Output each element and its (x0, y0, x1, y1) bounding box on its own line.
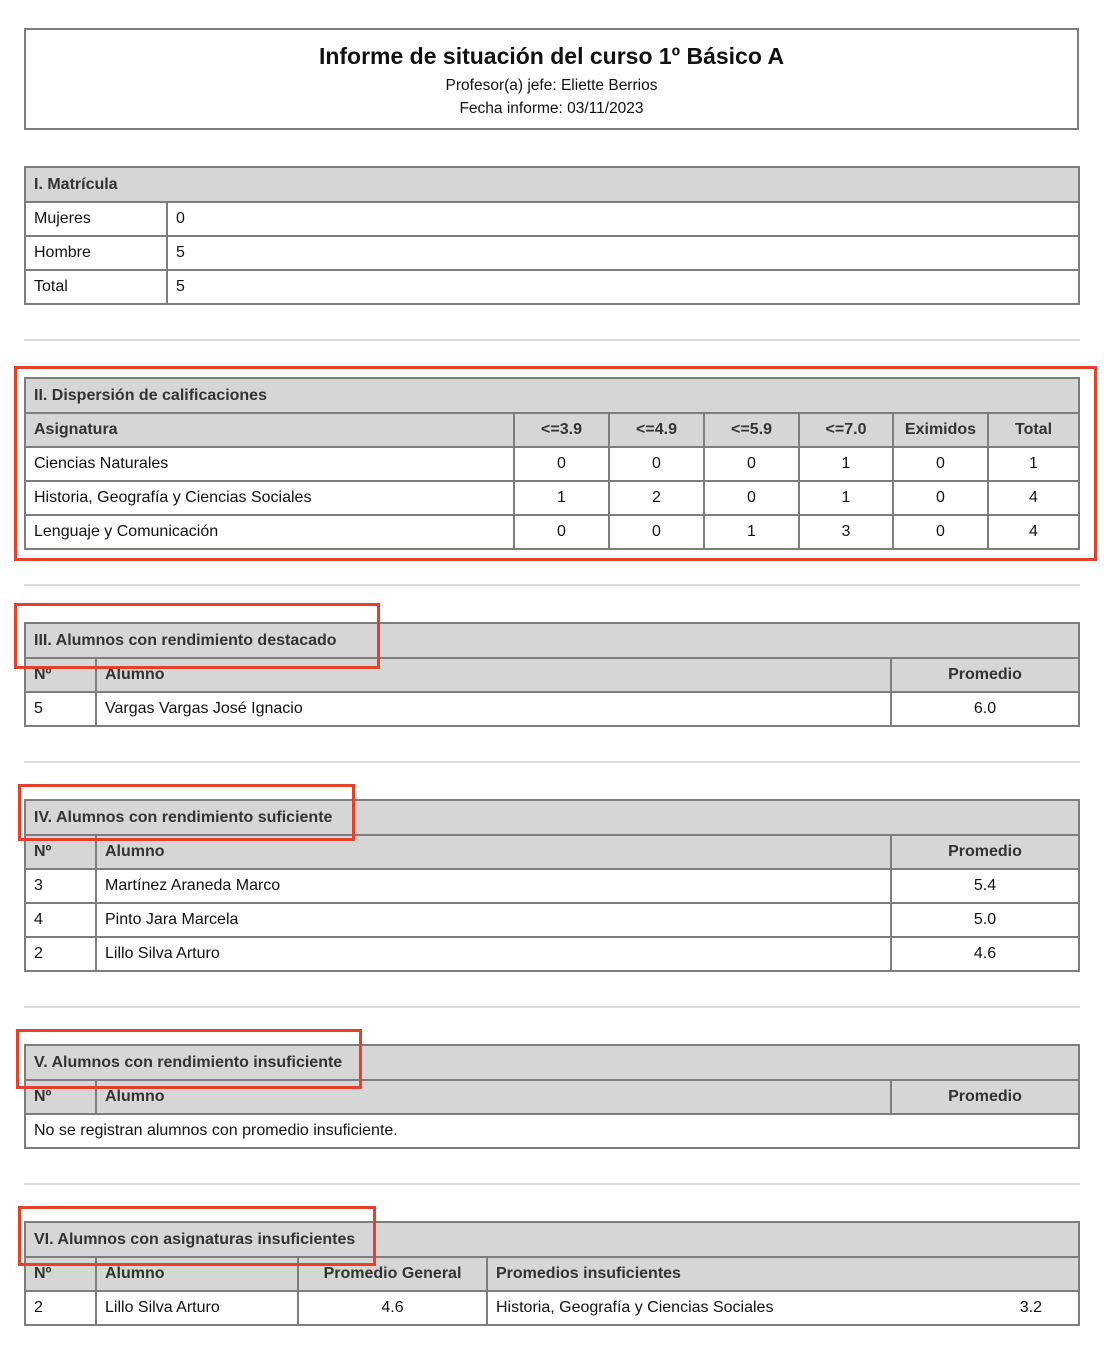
table-row (25, 1114, 1079, 1148)
cell: 5.4 (891, 869, 1079, 903)
report-date: Fecha informe: 03/11/2023 (459, 100, 644, 117)
highlight-box-destacado (14, 603, 380, 669)
cell: Pinto Jara Marcela (96, 903, 891, 937)
col-header: Promedio (891, 835, 1079, 869)
cell: 2 (609, 481, 704, 515)
cell: Lillo Silva Arturo (96, 1291, 298, 1325)
cell: 1 (514, 481, 609, 515)
table-row (25, 236, 1079, 270)
dispersion-section-title: II. Dispersión de calificaciones (25, 378, 1079, 413)
col-header: Alumno (96, 1257, 298, 1291)
cell: 4 (988, 481, 1079, 515)
matricula-label: Total (25, 270, 167, 304)
table-row (25, 692, 1079, 726)
cell: 5.0 (891, 903, 1079, 937)
col-header: <=7.0 (799, 413, 893, 447)
asignaturas-section-title: VI. Alumnos con asignaturas insuficientes (25, 1222, 1079, 1257)
cell: 0 (514, 515, 609, 549)
cell: Lillo Silva Arturo (96, 937, 891, 971)
col-header: Total (988, 413, 1079, 447)
cell: 1 (704, 515, 799, 549)
col-header: Alumno (96, 658, 891, 692)
table-row (25, 937, 1079, 971)
cell: 0 (704, 481, 799, 515)
cell: Vargas Vargas José Ignacio (96, 692, 891, 726)
matricula-value: 5 (167, 270, 1079, 304)
matricula-value: 5 (167, 236, 1079, 270)
report-title: Informe de situación del curso 1º Básico A (318, 43, 785, 69)
cell: 0 (893, 515, 988, 549)
cell: 0 (514, 447, 609, 481)
cell (487, 1291, 1079, 1325)
matricula-table (24, 166, 1080, 305)
suficiente-section-title: IV. Alumnos con rendimiento suficiente (25, 800, 1079, 835)
col-header: Nº (25, 1080, 96, 1114)
highlight-box-suficiente (18, 784, 355, 841)
cell: Historia, Geografía y Ciencias Sociales (25, 481, 514, 515)
subject-grade: 3.2 (1019, 1299, 1042, 1316)
cell: 4.6 (298, 1291, 487, 1325)
cell: 6.0 (891, 692, 1079, 726)
table-row (25, 1291, 1079, 1325)
cell: 1 (799, 447, 893, 481)
col-header: Asignatura (25, 413, 514, 447)
highlight-box-insuficiente (16, 1029, 362, 1089)
report-header (24, 28, 1079, 130)
highlight-box-asignaturas (18, 1206, 376, 1266)
matricula-label: Hombre (25, 236, 167, 270)
col-header: Nº (25, 1257, 96, 1291)
col-header: <=5.9 (704, 413, 799, 447)
matricula-label: Mujeres (25, 202, 167, 236)
highlight-box-dispersion (14, 366, 1097, 561)
cell: 0 (609, 447, 704, 481)
col-header: Promedios insuficientes (487, 1257, 1079, 1291)
cell: 4.6 (891, 937, 1079, 971)
report-teacher: Profesor(a) jefe: Eliette Berrios (445, 77, 658, 94)
cell: 1 (988, 447, 1079, 481)
divider (24, 1183, 1080, 1185)
col-header: Promedio General (298, 1257, 487, 1291)
cell: 3 (25, 869, 96, 903)
cell: Martínez Araneda Marco (96, 869, 891, 903)
destacado-section-title: III. Alumnos con rendimiento destacado (25, 623, 1079, 658)
col-header: <=3.9 (514, 413, 609, 447)
table-row (25, 903, 1079, 937)
col-header: <=4.9 (609, 413, 704, 447)
cell: 4 (988, 515, 1079, 549)
cell: 0 (609, 515, 704, 549)
col-header: Promedio (891, 658, 1079, 692)
cell: Lenguaje y Comunicación (25, 515, 514, 549)
cell: 4 (25, 903, 96, 937)
cell: 0 (704, 447, 799, 481)
col-header: Promedio (891, 1080, 1079, 1114)
cell: Ciencias Naturales (25, 447, 514, 481)
divider (24, 584, 1080, 586)
col-header: Alumno (96, 835, 891, 869)
cell: 0 (893, 481, 988, 515)
divider (24, 339, 1080, 341)
cell: 2 (25, 937, 96, 971)
cell: 0 (893, 447, 988, 481)
cell: 3 (799, 515, 893, 549)
table-row (25, 202, 1079, 236)
table-row (25, 270, 1079, 304)
col-header: Nº (25, 835, 96, 869)
matricula-section-title: I. Matrícula (25, 167, 1079, 202)
table-row (25, 869, 1079, 903)
col-header: Nº (25, 658, 96, 692)
subject-name: Historia, Geografía y Ciencias Sociales (496, 1299, 774, 1316)
divider (24, 761, 1080, 763)
divider (24, 1006, 1080, 1008)
matricula-value: 0 (167, 202, 1079, 236)
cell: 1 (799, 481, 893, 515)
col-header: Eximidos (893, 413, 988, 447)
cell: 2 (25, 1291, 96, 1325)
cell: 5 (25, 692, 96, 726)
empty-message: No se registran alumnos con promedio insuficiente. (25, 1114, 1079, 1148)
insuficiente-section-title: V. Alumnos con rendimiento insuficiente (25, 1045, 1079, 1080)
col-header: Alumno (96, 1080, 891, 1114)
